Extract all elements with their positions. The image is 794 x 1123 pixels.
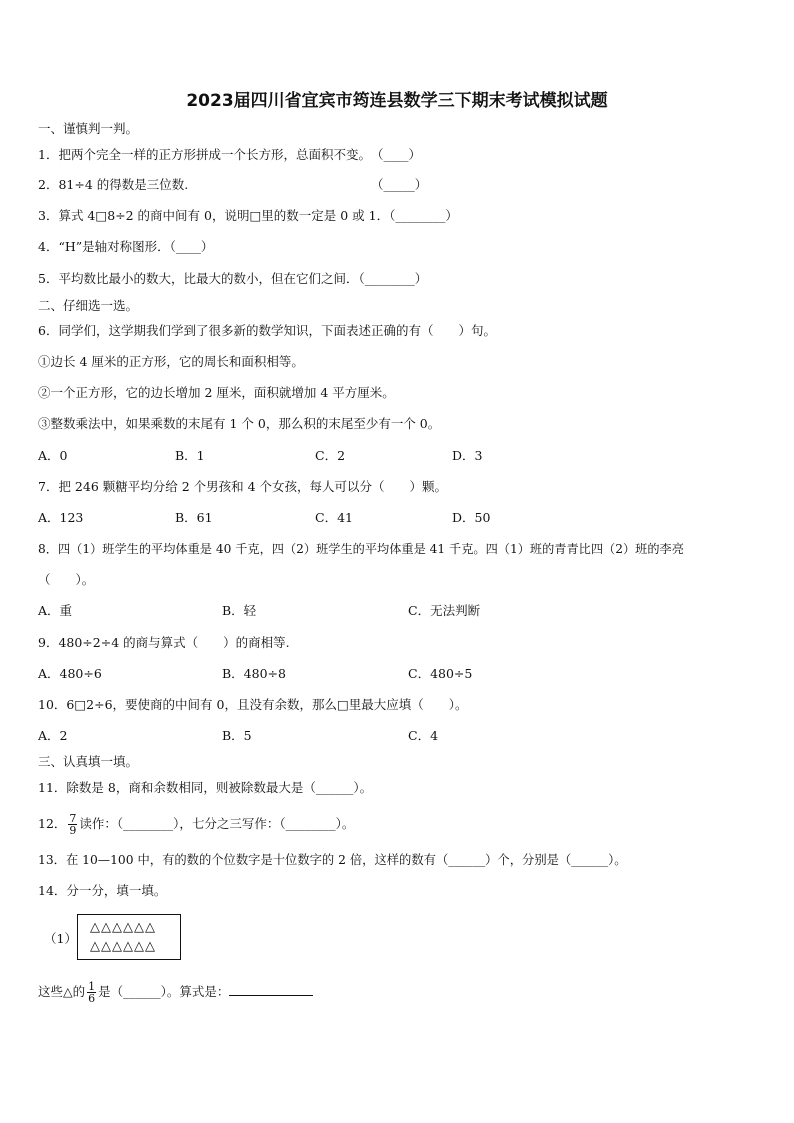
question-8-option-a: A．重 — [38, 603, 73, 618]
fraction-one-sixth — [87, 981, 96, 1004]
question-14-part-1-label: （1） — [44, 931, 77, 946]
question-6-statement-3: ③整数乘法中，如果乘数的末尾有 1 个 0，那么积的末尾至少有一个 0。 — [38, 416, 441, 431]
question-9: 9．480÷2÷4 的商与算式（ ）的商相等. — [38, 635, 290, 650]
question-12 — [38, 810, 354, 838]
question-11: 11．除数是 8，商和余数相同，则被除数最大是（______）。 — [38, 780, 373, 795]
question-10-option-c: C．4 — [408, 728, 439, 743]
section-heading-3: 三、认真填一填。 — [38, 754, 139, 769]
question-4: 4．“H”是轴对称图形．（____） — [38, 239, 214, 254]
question-3: 3．算式 4□8÷2 的商中间有 0，说明□里的数一定是 0 或 1．（________） — [38, 208, 458, 223]
fraction-numerator: 1 — [88, 980, 96, 993]
question-6-statement-1: ①边长 4 厘米的正方形，它的周长和面积相等。 — [38, 354, 304, 369]
triangle-row-1: △△△△△△ — [90, 920, 156, 935]
question-10-option-a: A．2 — [38, 728, 68, 743]
question-2-answer-blank: （_____） — [371, 177, 428, 192]
question-8-option-b: B．轻 — [222, 603, 257, 618]
section-heading-1: 一、谨慎判一判。 — [38, 121, 139, 136]
question-13: 13．在 10—100 中，有的数的个位数字是十位数字的 2 倍，这样的数有（______）个，分别是（______）。 — [38, 853, 627, 867]
section-heading-2: 二、仔细选一选。 — [38, 298, 139, 313]
question-10: 10．6□2÷6，要使商的中间有 0，且没有余数，那么□里最大应填（ ）。 — [38, 697, 468, 712]
page-title: 2023届四川省宜宾市筠连县数学三下期末考试模拟试题 — [186, 91, 608, 111]
question-6: 6．同学们，这学期我们学到了很多新的数学知识，下面表述正确的有（ ）句。 — [38, 323, 496, 338]
question-5: 5．平均数比最小的数大，比最大的数小，但在它们之间．（________） — [38, 271, 428, 286]
question-14-text-before: 这些△的 — [38, 984, 86, 999]
question-7-option-b: B．61 — [175, 510, 213, 525]
question-14-text-after: 是（______）。算式是： — [98, 984, 230, 999]
question-14-part-1 — [38, 978, 313, 1006]
question-7-option-c: C．41 — [315, 510, 353, 525]
fraction-numerator: 7 — [69, 812, 77, 825]
question-9-option-a: A．480÷6 — [38, 666, 102, 681]
fraction-seven-ninths — [68, 813, 77, 836]
fraction-denominator: 6 — [88, 992, 96, 1005]
question-6-statement-2: ②一个正方形，它的边长增加 2 厘米，面积就增加 4 平方厘米。 — [38, 385, 395, 400]
triangle-row-2: △△△△△△ — [90, 939, 156, 954]
question-14: 14．分一分，填一填。 — [38, 883, 167, 898]
fraction-denominator: 9 — [69, 824, 77, 837]
question-10-option-b: B．5 — [222, 728, 252, 743]
question-8-option-c: C．无法判断 — [408, 603, 481, 618]
question-7-option-d: D．50 — [452, 510, 491, 525]
question-7: 7．把 246 颗糖平均分给 2 个男孩和 4 个女孩，每人可以分（ ）颗。 — [38, 479, 448, 494]
question-9-option-c: C．480÷5 — [408, 666, 473, 681]
question-8-continuation: （ ）。 — [38, 572, 95, 587]
question-6-option-d: D．3 — [452, 448, 483, 463]
question-9-option-b: B．480÷8 — [222, 666, 286, 681]
triangle-grid-box — [77, 914, 181, 960]
question-12-text: 读作：（________），七分之三写作：（________）。 — [79, 816, 355, 831]
question-12-number: 12． — [38, 816, 67, 831]
formula-answer-line — [229, 983, 313, 996]
question-6-option-b: B．1 — [175, 448, 205, 463]
question-6-option-a: A．0 — [38, 448, 68, 463]
question-6-option-c: C．2 — [315, 448, 346, 463]
question-7-option-a: A．123 — [38, 510, 84, 525]
question-8: 8．四（1）班学生的平均体重是 40 千克，四（2）班学生的平均体重是 41 千克。四（1）班的青青比四（2）班的李亮 — [38, 542, 684, 556]
question-2: 2．81÷4 的得数是三位数. — [38, 177, 189, 192]
question-1: 1．把两个完全一样的正方形拼成一个长方形，总面积不变。 （____） — [38, 147, 421, 162]
